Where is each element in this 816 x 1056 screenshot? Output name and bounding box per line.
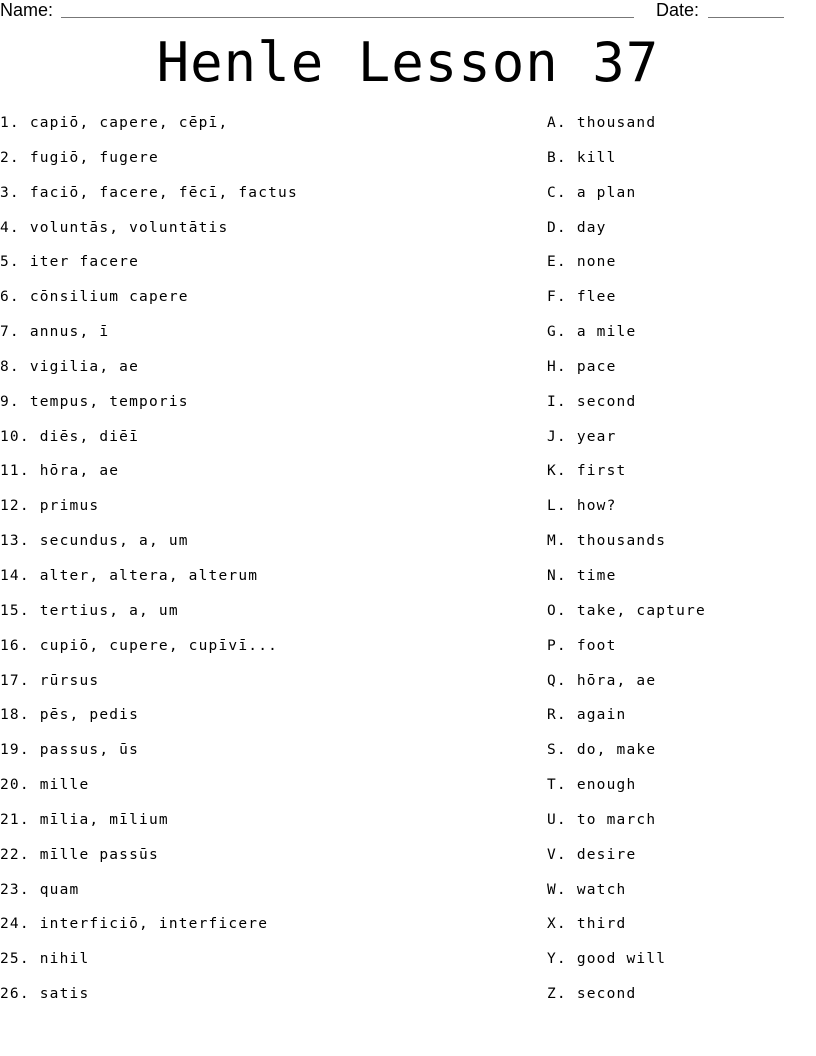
answer-item	[547, 392, 706, 427]
answer-definition: second	[576, 393, 637, 410]
question-item	[0, 880, 298, 915]
answer-definition: do, make	[576, 742, 657, 759]
answer-item	[547, 775, 706, 810]
question-number: 22.	[0, 846, 30, 863]
question-term: iter facere	[29, 254, 140, 271]
answer-item	[547, 183, 706, 218]
answer-item	[547, 740, 706, 775]
answer-item	[547, 252, 706, 287]
question-term: voluntās, voluntātis	[29, 219, 229, 236]
answer-letter: I.	[547, 393, 567, 410]
question-term: diēs, diēī	[39, 428, 140, 445]
question-number: 19.	[0, 742, 30, 759]
answer-item	[547, 287, 706, 322]
question-item	[0, 287, 298, 322]
name-label: Name:	[0, 0, 54, 20]
answer-item	[547, 984, 706, 1019]
answer-definition: flee	[576, 289, 617, 306]
question-number: 8.	[0, 358, 20, 375]
question-item	[0, 148, 298, 183]
answer-letter: Q.	[547, 672, 567, 689]
question-term: tempus, temporis	[29, 393, 189, 410]
date-label: Date:	[656, 0, 700, 20]
question-item	[0, 531, 298, 566]
question-item	[0, 810, 298, 845]
answer-item	[547, 461, 706, 496]
question-term: fugiō, fugere	[29, 149, 159, 166]
question-number: 16.	[0, 637, 30, 654]
question-item	[0, 218, 298, 253]
answer-letter: T.	[547, 777, 567, 794]
question-number: 3.	[0, 184, 20, 201]
question-number: 12.	[0, 498, 30, 515]
answer-item	[547, 949, 706, 984]
question-item	[0, 252, 298, 287]
question-number: 13.	[0, 533, 30, 550]
question-term: quam	[39, 881, 80, 898]
question-item	[0, 357, 298, 392]
answer-item	[547, 914, 706, 949]
answer-item	[547, 113, 706, 148]
answer-definition: thousands	[576, 533, 667, 550]
date-blank-line[interactable]	[708, 17, 784, 18]
answer-definition: good will	[576, 951, 667, 968]
worksheet-header	[0, 0, 816, 24]
answer-item	[547, 148, 706, 183]
question-item	[0, 740, 298, 775]
answer-letter: D.	[547, 219, 567, 236]
answer-definition: how?	[576, 498, 617, 515]
answer-item	[547, 531, 706, 566]
question-number: 26.	[0, 986, 30, 1003]
question-term: mille	[39, 777, 90, 794]
answer-definition: watch	[576, 881, 627, 898]
question-item	[0, 949, 298, 984]
question-number: 24.	[0, 916, 30, 933]
answer-letter: F.	[547, 289, 567, 306]
question-number: 9.	[0, 393, 20, 410]
question-term: vigilia, ae	[29, 358, 140, 375]
answer-letter: P.	[547, 637, 567, 654]
question-number: 21.	[0, 811, 30, 828]
question-item	[0, 392, 298, 427]
answer-letter: Y.	[547, 951, 567, 968]
answer-definition: to march	[576, 811, 657, 828]
question-number: 6.	[0, 289, 20, 306]
answer-item	[547, 427, 706, 462]
answer-letter: J.	[547, 428, 567, 445]
question-term: passus, ūs	[39, 742, 140, 759]
question-item	[0, 601, 298, 636]
questions-list	[0, 113, 298, 1019]
question-number: 5.	[0, 254, 20, 271]
answer-definition: again	[576, 707, 627, 724]
question-number: 1.	[0, 115, 20, 131]
answer-item	[547, 845, 706, 880]
question-term: alter, altera, alterum	[39, 567, 259, 584]
question-term: mīlle passūs	[39, 846, 159, 863]
question-item	[0, 461, 298, 496]
answer-item	[547, 880, 706, 915]
question-term: nihil	[39, 951, 90, 968]
answer-item	[547, 218, 706, 253]
answer-letter: C.	[547, 184, 567, 201]
question-term: rūrsus	[39, 672, 100, 689]
answer-item	[547, 810, 706, 845]
answer-definition: a mile	[576, 324, 637, 341]
question-number: 23.	[0, 881, 30, 898]
question-term: capiō, capere, cēpī,	[29, 115, 229, 131]
question-number: 15.	[0, 602, 30, 619]
page-title: Henle Lesson 37	[156, 31, 660, 94]
answer-letter: W.	[547, 881, 567, 898]
question-number: 18.	[0, 707, 30, 724]
answer-definition: a plan	[576, 184, 637, 201]
answer-letter: Z.	[547, 986, 567, 1003]
answer-definition: time	[576, 567, 617, 584]
question-term: secundus, a, um	[39, 533, 189, 550]
question-number: 25.	[0, 951, 30, 968]
question-term: cupiō, cupere, cupīvī...	[39, 637, 279, 654]
question-item	[0, 427, 298, 462]
answer-letter: M.	[547, 533, 567, 550]
question-term: pēs, pedis	[39, 707, 140, 724]
question-term: primus	[39, 498, 100, 515]
question-item	[0, 671, 298, 706]
answer-letter: B.	[547, 149, 567, 166]
question-number: 14.	[0, 567, 30, 584]
answer-definition: enough	[576, 777, 637, 794]
question-item	[0, 845, 298, 880]
question-term: tertius, a, um	[39, 602, 179, 619]
answer-definition: desire	[576, 846, 637, 863]
answer-letter: U.	[547, 811, 567, 828]
answer-letter: S.	[547, 742, 567, 759]
answer-item	[547, 705, 706, 740]
answer-item	[547, 601, 706, 636]
answer-definition: first	[576, 463, 627, 480]
question-term: satis	[39, 986, 90, 1003]
question-item	[0, 113, 298, 148]
answer-definition: none	[576, 254, 617, 271]
question-item	[0, 914, 298, 949]
question-item	[0, 322, 298, 357]
answer-letter: K.	[547, 463, 567, 480]
question-number: 20.	[0, 777, 30, 794]
answer-definition: year	[576, 428, 617, 445]
answer-letter: A.	[547, 115, 567, 131]
question-number: 2.	[0, 149, 20, 166]
question-item	[0, 775, 298, 810]
answer-letter: X.	[547, 916, 567, 933]
question-item	[0, 566, 298, 601]
question-term: hōra, ae	[39, 463, 120, 480]
answer-letter: O.	[547, 602, 567, 619]
answer-definition: hōra, ae	[576, 672, 657, 689]
name-blank-line[interactable]	[61, 17, 634, 18]
answer-item	[547, 322, 706, 357]
question-term: annus, ī	[29, 324, 110, 341]
answer-letter: R.	[547, 707, 567, 724]
question-item	[0, 636, 298, 671]
answer-letter: G.	[547, 324, 567, 341]
answer-definition: day	[576, 219, 607, 236]
question-item	[0, 496, 298, 531]
question-item	[0, 705, 298, 740]
answer-item	[547, 496, 706, 531]
question-term: cōnsilium capere	[29, 289, 189, 306]
answer-letter: V.	[547, 846, 567, 863]
question-term: mīlia, mīlium	[39, 811, 169, 828]
question-number: 7.	[0, 324, 20, 341]
answer-item	[547, 357, 706, 392]
question-number: 10.	[0, 428, 30, 445]
answer-definition: third	[576, 916, 627, 933]
answer-definition: thousand	[576, 115, 657, 131]
answer-item	[547, 636, 706, 671]
answer-definition: pace	[576, 358, 617, 375]
answer-definition: take, capture	[576, 602, 706, 619]
answers-list	[547, 113, 706, 1019]
answer-definition: second	[576, 986, 637, 1003]
answer-item	[547, 671, 706, 706]
answer-item	[547, 566, 706, 601]
question-item	[0, 984, 298, 1019]
question-item	[0, 183, 298, 218]
answer-letter: L.	[547, 498, 567, 515]
question-number: 17.	[0, 672, 30, 689]
answer-letter: H.	[547, 358, 567, 375]
question-number: 11.	[0, 463, 30, 480]
question-term: faciō, facere, fēcī, factus	[29, 184, 298, 201]
answer-definition: foot	[576, 637, 617, 654]
answer-definition: kill	[576, 149, 617, 166]
answer-letter: E.	[547, 254, 567, 271]
answer-letter: N.	[547, 567, 567, 584]
question-number: 4.	[0, 219, 20, 236]
question-term: interficiō, interficere	[39, 916, 269, 933]
